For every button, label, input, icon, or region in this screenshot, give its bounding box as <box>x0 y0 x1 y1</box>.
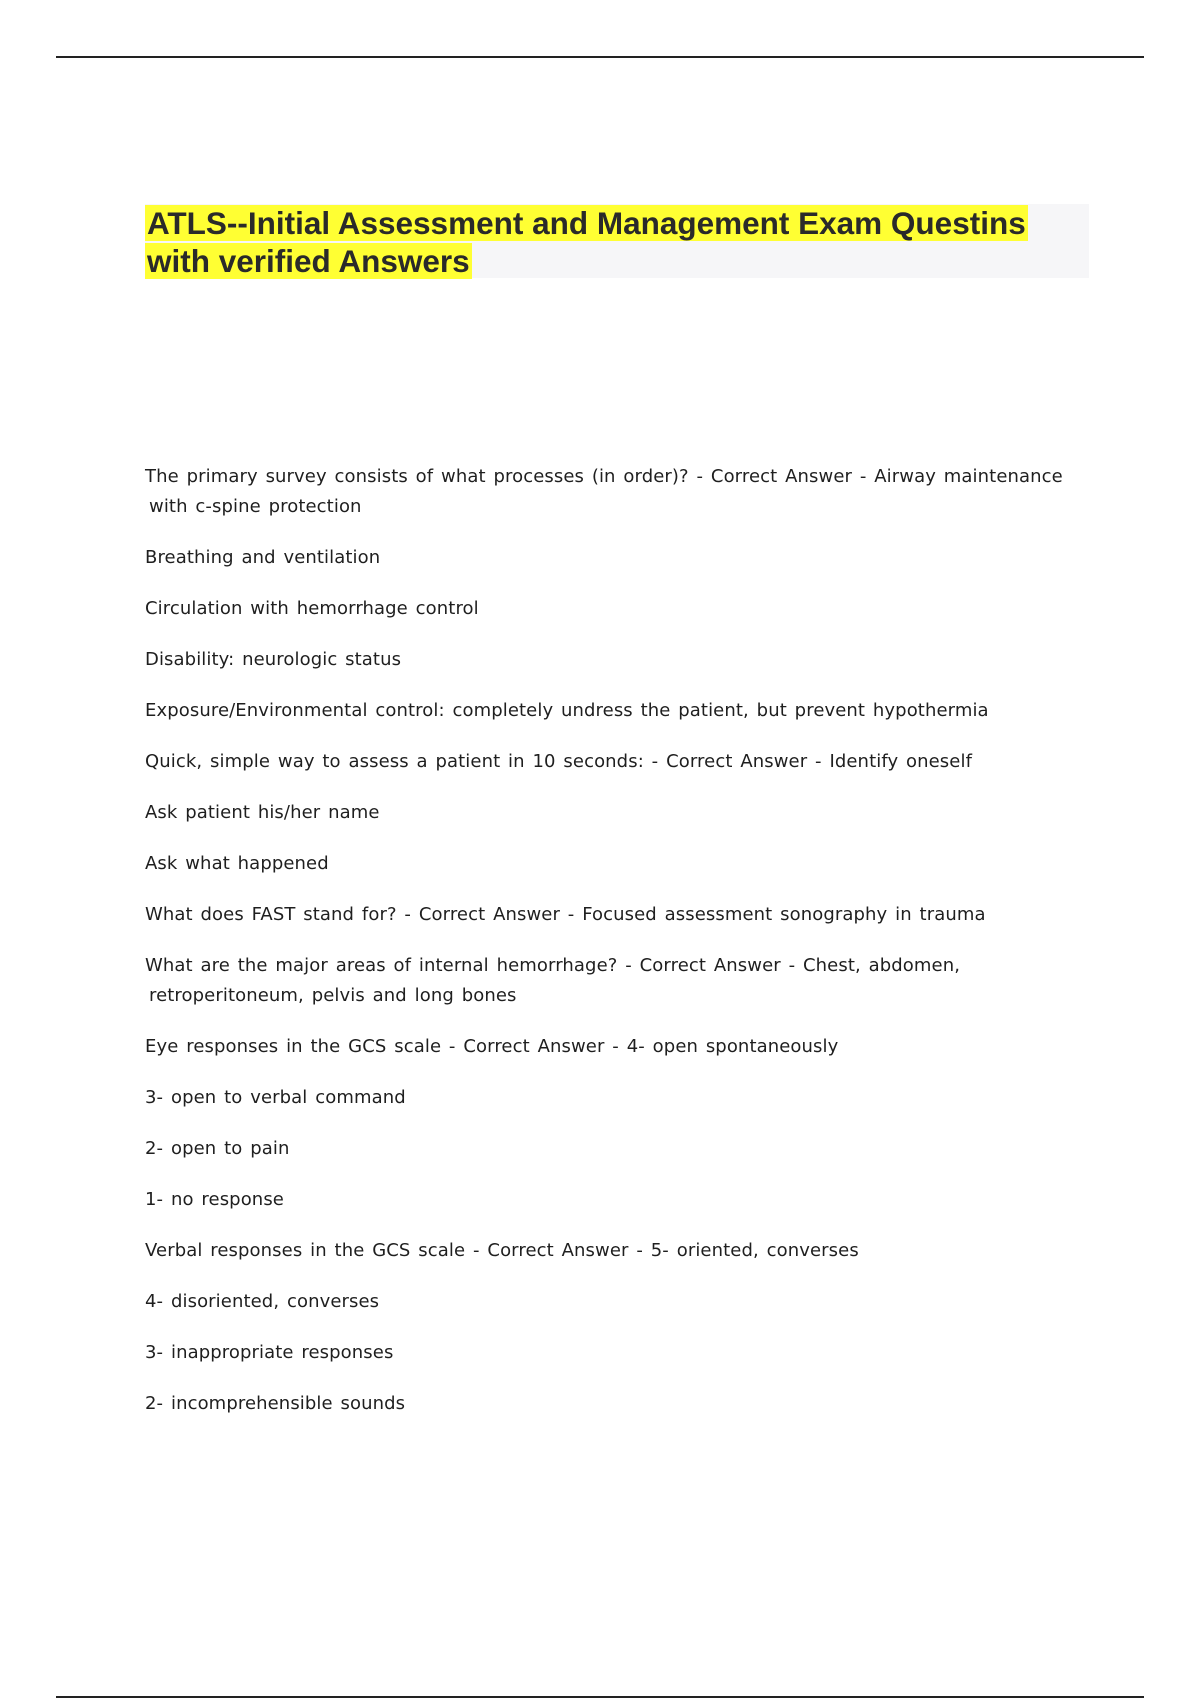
paragraph-gcs-eye-1: 1- no response <box>145 1189 284 1210</box>
paragraph-gcs-verbal-2: 2- incomprehensible sounds <box>145 1393 406 1414</box>
document-body <box>145 462 1095 1419</box>
paragraph-primary-survey-question: The primary survey consists of what processes (in order)? - Correct Answer - Airway maintenance with c-spine protection <box>145 466 1063 517</box>
page-bottom-rule <box>56 1696 1144 1698</box>
paragraph-circulation: Circulation with hemorrhage control <box>145 598 479 619</box>
paragraph-ask-name: Ask patient his/her name <box>145 802 380 823</box>
paragraph-fast-question: What does FAST stand for? - Correct Answer - Focused assessment sonography in trauma <box>145 904 986 925</box>
paragraph-ask-what-happened: Ask what happened <box>145 853 329 874</box>
paragraph-gcs-eye-question: Eye responses in the GCS scale - Correct Answer - 4- open spontaneously <box>145 1036 839 1057</box>
paragraph-quick-assess-question: Quick, simple way to assess a patient in 10 seconds: - Correct Answer - Identify oneself <box>145 751 973 772</box>
paragraph-gcs-verbal-4: 4- disoriented, converses <box>145 1291 380 1312</box>
title-line-2: with verified Answers <box>147 243 470 279</box>
paragraph-breathing: Breathing and ventilation <box>145 547 381 568</box>
title-line-1: ATLS--Initial Assessment and Management Exam Questins <box>147 205 1026 241</box>
paragraph-disability: Disability: neurologic status <box>145 649 402 670</box>
paragraph-gcs-verbal-3: 3- inappropriate responses <box>145 1342 394 1363</box>
document-title <box>145 204 1089 280</box>
paragraph-gcs-verbal-question: Verbal responses in the GCS scale - Correct Answer - 5- oriented, converses <box>145 1240 859 1261</box>
title-block <box>145 204 1089 278</box>
paragraph-exposure: Exposure/Environmental control: completely undress the patient, but prevent hypothermia <box>145 700 989 721</box>
paragraph-gcs-eye-3: 3- open to verbal command <box>145 1087 406 1108</box>
page-top-rule <box>56 56 1144 58</box>
paragraph-gcs-eye-2: 2- open to pain <box>145 1138 290 1159</box>
paragraph-internal-hemorrhage-question: What are the major areas of internal hemorrhage? - Correct Answer - Chest, abdomen, retroperitoneum, pelvis and long bones <box>145 955 961 1006</box>
